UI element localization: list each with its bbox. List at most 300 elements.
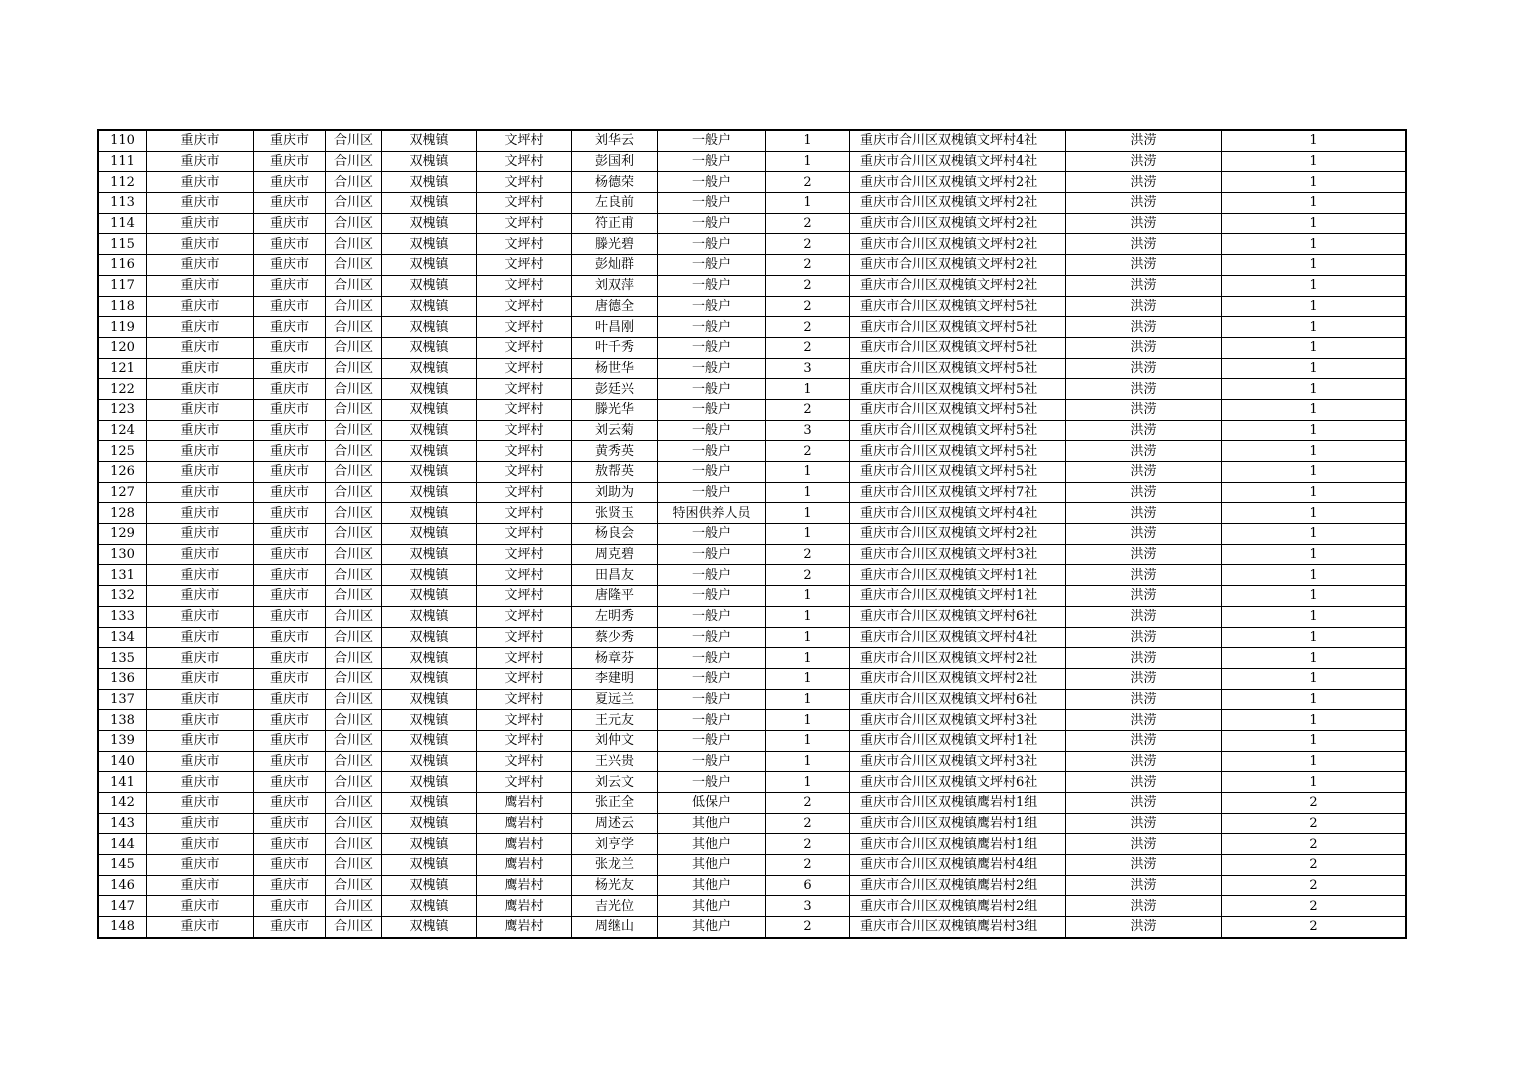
province-cell: 重庆市 — [147, 296, 254, 317]
name-cell: 叶昌刚 — [572, 317, 658, 338]
province-cell: 重庆市 — [147, 275, 254, 296]
town-cell: 双槐镇 — [382, 420, 477, 441]
people-count-cell: 1 — [766, 648, 850, 669]
table-row — [99, 441, 1406, 462]
household-type-cell: 一般户 — [658, 399, 766, 420]
province-cell: 重庆市 — [147, 689, 254, 710]
address-cell: 重庆市合川区双槐镇鹰岩村1组 — [850, 793, 1066, 814]
address-cell: 重庆市合川区双槐镇文坪村5社 — [850, 462, 1066, 483]
province-cell: 重庆市 — [147, 917, 254, 938]
people-count-cell: 1 — [766, 131, 850, 152]
city-cell: 重庆市 — [254, 503, 326, 524]
village-cell: 鹰岩村 — [477, 813, 572, 834]
row-number-cell: 140 — [99, 751, 147, 772]
disaster-type-cell: 洪涝 — [1066, 193, 1222, 214]
category-cell: 1 — [1222, 772, 1406, 793]
household-type-cell: 一般户 — [658, 648, 766, 669]
name-cell: 敖帮英 — [572, 462, 658, 483]
name-cell: 彭国利 — [572, 151, 658, 172]
district-cell: 合川区 — [326, 379, 382, 400]
town-cell: 双槐镇 — [382, 875, 477, 896]
province-cell: 重庆市 — [147, 358, 254, 379]
row-number-cell: 121 — [99, 358, 147, 379]
disaster-type-cell: 洪涝 — [1066, 482, 1222, 503]
name-cell: 刘云文 — [572, 772, 658, 793]
people-count-cell: 1 — [766, 730, 850, 751]
row-number-cell: 129 — [99, 524, 147, 545]
category-cell: 2 — [1222, 896, 1406, 917]
district-cell: 合川区 — [326, 234, 382, 255]
disaster-type-cell: 洪涝 — [1066, 896, 1222, 917]
village-cell: 文坪村 — [477, 131, 572, 152]
district-cell: 合川区 — [326, 441, 382, 462]
row-number-cell: 122 — [99, 379, 147, 400]
name-cell: 李建明 — [572, 668, 658, 689]
people-count-cell: 1 — [766, 193, 850, 214]
town-cell: 双槐镇 — [382, 255, 477, 276]
district-cell: 合川区 — [326, 751, 382, 772]
town-cell: 双槐镇 — [382, 379, 477, 400]
disaster-type-cell: 洪涝 — [1066, 668, 1222, 689]
people-count-cell: 2 — [766, 296, 850, 317]
category-cell: 2 — [1222, 834, 1406, 855]
district-cell: 合川区 — [326, 710, 382, 731]
province-cell: 重庆市 — [147, 151, 254, 172]
people-count-cell: 2 — [766, 255, 850, 276]
town-cell: 双槐镇 — [382, 793, 477, 814]
people-count-cell: 1 — [766, 689, 850, 710]
town-cell: 双槐镇 — [382, 855, 477, 876]
address-cell: 重庆市合川区双槐镇文坪村7社 — [850, 482, 1066, 503]
province-cell: 重庆市 — [147, 855, 254, 876]
row-number-cell: 136 — [99, 668, 147, 689]
province-cell: 重庆市 — [147, 627, 254, 648]
name-cell: 唐隆平 — [572, 586, 658, 607]
disaster-type-cell: 洪涝 — [1066, 730, 1222, 751]
household-type-cell: 低保户 — [658, 793, 766, 814]
category-cell: 1 — [1222, 420, 1406, 441]
category-cell: 1 — [1222, 379, 1406, 400]
district-cell: 合川区 — [326, 875, 382, 896]
village-cell: 鹰岩村 — [477, 793, 572, 814]
town-cell: 双槐镇 — [382, 193, 477, 214]
address-cell: 重庆市合川区双槐镇鹰岩村2组 — [850, 875, 1066, 896]
table-row — [99, 606, 1406, 627]
village-cell: 文坪村 — [477, 441, 572, 462]
name-cell: 唐德全 — [572, 296, 658, 317]
city-cell: 重庆市 — [254, 813, 326, 834]
district-cell: 合川区 — [326, 482, 382, 503]
disaster-type-cell: 洪涝 — [1066, 813, 1222, 834]
province-cell: 重庆市 — [147, 606, 254, 627]
town-cell: 双槐镇 — [382, 544, 477, 565]
row-number-cell: 126 — [99, 462, 147, 483]
address-cell: 重庆市合川区双槐镇文坪村2社 — [850, 524, 1066, 545]
table-row — [99, 855, 1406, 876]
household-type-cell: 一般户 — [658, 420, 766, 441]
household-type-cell: 一般户 — [658, 151, 766, 172]
name-cell: 周继山 — [572, 917, 658, 938]
household-type-cell: 一般户 — [658, 131, 766, 152]
table-row — [99, 358, 1406, 379]
address-cell: 重庆市合川区双槐镇文坪村1社 — [850, 730, 1066, 751]
table-row — [99, 482, 1406, 503]
people-count-cell: 1 — [766, 627, 850, 648]
row-number-cell: 120 — [99, 337, 147, 358]
district-cell: 合川区 — [326, 896, 382, 917]
disaster-type-cell: 洪涝 — [1066, 544, 1222, 565]
disaster-type-cell: 洪涝 — [1066, 255, 1222, 276]
district-cell: 合川区 — [326, 606, 382, 627]
city-cell: 重庆市 — [254, 462, 326, 483]
village-cell: 文坪村 — [477, 296, 572, 317]
district-cell: 合川区 — [326, 648, 382, 669]
row-number-cell: 124 — [99, 420, 147, 441]
table-row — [99, 710, 1406, 731]
people-count-cell: 2 — [766, 855, 850, 876]
village-cell: 文坪村 — [477, 544, 572, 565]
category-cell: 1 — [1222, 730, 1406, 751]
city-cell: 重庆市 — [254, 524, 326, 545]
category-cell: 1 — [1222, 172, 1406, 193]
address-cell: 重庆市合川区双槐镇文坪村1社 — [850, 586, 1066, 607]
village-cell: 文坪村 — [477, 275, 572, 296]
row-number-cell: 111 — [99, 151, 147, 172]
disaster-type-cell: 洪涝 — [1066, 875, 1222, 896]
household-type-cell: 一般户 — [658, 441, 766, 462]
district-cell: 合川区 — [326, 151, 382, 172]
province-cell: 重庆市 — [147, 813, 254, 834]
category-cell: 1 — [1222, 234, 1406, 255]
city-cell: 重庆市 — [254, 193, 326, 214]
village-cell: 文坪村 — [477, 524, 572, 545]
village-cell: 鹰岩村 — [477, 834, 572, 855]
people-count-cell: 1 — [766, 586, 850, 607]
address-cell: 重庆市合川区双槐镇文坪村2社 — [850, 275, 1066, 296]
disaster-type-cell: 洪涝 — [1066, 213, 1222, 234]
people-count-cell: 1 — [766, 606, 850, 627]
town-cell: 双槐镇 — [382, 503, 477, 524]
people-count-cell: 1 — [766, 503, 850, 524]
household-type-cell: 一般户 — [658, 296, 766, 317]
village-cell: 文坪村 — [477, 751, 572, 772]
village-cell: 文坪村 — [477, 772, 572, 793]
disaster-type-cell: 洪涝 — [1066, 296, 1222, 317]
disaster-type-cell: 洪涝 — [1066, 917, 1222, 938]
category-cell: 1 — [1222, 544, 1406, 565]
province-cell: 重庆市 — [147, 565, 254, 586]
city-cell: 重庆市 — [254, 606, 326, 627]
district-cell: 合川区 — [326, 462, 382, 483]
household-type-cell: 一般户 — [658, 730, 766, 751]
city-cell: 重庆市 — [254, 399, 326, 420]
province-cell: 重庆市 — [147, 255, 254, 276]
village-cell: 文坪村 — [477, 234, 572, 255]
category-cell: 1 — [1222, 524, 1406, 545]
row-number-cell: 115 — [99, 234, 147, 255]
district-cell: 合川区 — [326, 730, 382, 751]
household-type-cell: 一般户 — [658, 193, 766, 214]
town-cell: 双槐镇 — [382, 730, 477, 751]
district-cell: 合川区 — [326, 275, 382, 296]
district-cell: 合川区 — [326, 627, 382, 648]
row-number-cell: 123 — [99, 399, 147, 420]
town-cell: 双槐镇 — [382, 317, 477, 338]
row-number-cell: 144 — [99, 834, 147, 855]
province-cell: 重庆市 — [147, 234, 254, 255]
name-cell: 周克碧 — [572, 544, 658, 565]
table-row — [99, 420, 1406, 441]
category-cell: 2 — [1222, 875, 1406, 896]
address-cell: 重庆市合川区双槐镇鹰岩村1组 — [850, 834, 1066, 855]
village-cell: 鹰岩村 — [477, 875, 572, 896]
table-row — [99, 896, 1406, 917]
household-type-cell: 一般户 — [658, 275, 766, 296]
category-cell: 1 — [1222, 441, 1406, 462]
district-cell: 合川区 — [326, 565, 382, 586]
household-type-cell: 一般户 — [658, 544, 766, 565]
category-cell: 1 — [1222, 648, 1406, 669]
province-cell: 重庆市 — [147, 544, 254, 565]
address-cell: 重庆市合川区双槐镇文坪村5社 — [850, 441, 1066, 462]
name-cell: 刘仲文 — [572, 730, 658, 751]
address-cell: 重庆市合川区双槐镇文坪村4社 — [850, 131, 1066, 152]
table-row — [99, 586, 1406, 607]
table-row — [99, 234, 1406, 255]
town-cell: 双槐镇 — [382, 441, 477, 462]
household-type-cell: 一般户 — [658, 565, 766, 586]
name-cell: 刘云菊 — [572, 420, 658, 441]
town-cell: 双槐镇 — [382, 772, 477, 793]
category-cell: 1 — [1222, 668, 1406, 689]
name-cell: 王兴贵 — [572, 751, 658, 772]
people-count-cell: 3 — [766, 896, 850, 917]
village-cell: 文坪村 — [477, 648, 572, 669]
table-row — [99, 793, 1406, 814]
town-cell: 双槐镇 — [382, 399, 477, 420]
address-cell: 重庆市合川区双槐镇鹰岩村2组 — [850, 896, 1066, 917]
district-cell: 合川区 — [326, 689, 382, 710]
address-cell: 重庆市合川区双槐镇文坪村5社 — [850, 317, 1066, 338]
town-cell: 双槐镇 — [382, 234, 477, 255]
district-cell: 合川区 — [326, 213, 382, 234]
table-row — [99, 689, 1406, 710]
address-cell: 重庆市合川区双槐镇文坪村2社 — [850, 193, 1066, 214]
disaster-type-cell: 洪涝 — [1066, 524, 1222, 545]
district-cell: 合川区 — [326, 131, 382, 152]
row-number-cell: 137 — [99, 689, 147, 710]
district-cell: 合川区 — [326, 337, 382, 358]
village-cell: 文坪村 — [477, 710, 572, 731]
province-cell: 重庆市 — [147, 710, 254, 731]
address-cell: 重庆市合川区双槐镇文坪村4社 — [850, 503, 1066, 524]
city-cell: 重庆市 — [254, 689, 326, 710]
town-cell: 双槐镇 — [382, 834, 477, 855]
city-cell: 重庆市 — [254, 751, 326, 772]
address-cell: 重庆市合川区双槐镇文坪村2社 — [850, 234, 1066, 255]
town-cell: 双槐镇 — [382, 296, 477, 317]
people-count-cell: 2 — [766, 337, 850, 358]
household-type-cell: 其他户 — [658, 834, 766, 855]
disaster-type-cell: 洪涝 — [1066, 441, 1222, 462]
row-number-cell: 127 — [99, 482, 147, 503]
address-cell: 重庆市合川区双槐镇文坪村5社 — [850, 337, 1066, 358]
village-cell: 文坪村 — [477, 255, 572, 276]
province-cell: 重庆市 — [147, 772, 254, 793]
table-row — [99, 730, 1406, 751]
address-cell: 重庆市合川区双槐镇文坪村3社 — [850, 710, 1066, 731]
row-number-cell: 130 — [99, 544, 147, 565]
people-count-cell: 2 — [766, 213, 850, 234]
village-cell: 鹰岩村 — [477, 896, 572, 917]
table-row — [99, 337, 1406, 358]
row-number-cell: 112 — [99, 172, 147, 193]
people-count-cell: 2 — [766, 917, 850, 938]
village-cell: 文坪村 — [477, 193, 572, 214]
disaster-type-cell: 洪涝 — [1066, 751, 1222, 772]
district-cell: 合川区 — [326, 296, 382, 317]
name-cell: 田昌友 — [572, 565, 658, 586]
town-cell: 双槐镇 — [382, 689, 477, 710]
village-cell: 文坪村 — [477, 151, 572, 172]
table-row — [99, 544, 1406, 565]
address-cell: 重庆市合川区双槐镇文坪村2社 — [850, 255, 1066, 276]
table-row — [99, 151, 1406, 172]
category-cell: 1 — [1222, 689, 1406, 710]
row-number-cell: 139 — [99, 730, 147, 751]
city-cell: 重庆市 — [254, 896, 326, 917]
city-cell: 重庆市 — [254, 337, 326, 358]
table-row — [99, 813, 1406, 834]
province-cell: 重庆市 — [147, 213, 254, 234]
town-cell: 双槐镇 — [382, 275, 477, 296]
city-cell: 重庆市 — [254, 420, 326, 441]
disaster-type-cell: 洪涝 — [1066, 131, 1222, 152]
disaster-type-cell: 洪涝 — [1066, 855, 1222, 876]
district-cell: 合川区 — [326, 503, 382, 524]
address-cell: 重庆市合川区双槐镇鹰岩村4组 — [850, 855, 1066, 876]
row-number-cell: 142 — [99, 793, 147, 814]
address-cell: 重庆市合川区双槐镇文坪村5社 — [850, 420, 1066, 441]
province-cell: 重庆市 — [147, 751, 254, 772]
table-row — [99, 627, 1406, 648]
table-row — [99, 875, 1406, 896]
name-cell: 刘亨学 — [572, 834, 658, 855]
name-cell: 杨光友 — [572, 875, 658, 896]
province-cell: 重庆市 — [147, 668, 254, 689]
disaster-type-cell: 洪涝 — [1066, 834, 1222, 855]
province-cell: 重庆市 — [147, 875, 254, 896]
name-cell: 张贤玉 — [572, 503, 658, 524]
village-cell: 文坪村 — [477, 462, 572, 483]
row-number-cell: 135 — [99, 648, 147, 669]
household-type-cell: 一般户 — [658, 751, 766, 772]
people-count-cell: 1 — [766, 772, 850, 793]
address-cell: 重庆市合川区双槐镇文坪村5社 — [850, 296, 1066, 317]
people-count-cell: 1 — [766, 482, 850, 503]
household-type-cell: 一般户 — [658, 317, 766, 338]
household-type-cell: 其他户 — [658, 875, 766, 896]
disaster-type-cell: 洪涝 — [1066, 772, 1222, 793]
town-cell: 双槐镇 — [382, 896, 477, 917]
people-count-cell: 1 — [766, 379, 850, 400]
category-cell: 2 — [1222, 917, 1406, 938]
village-cell: 文坪村 — [477, 317, 572, 338]
address-cell: 重庆市合川区双槐镇文坪村3社 — [850, 544, 1066, 565]
city-cell: 重庆市 — [254, 296, 326, 317]
address-cell: 重庆市合川区双槐镇文坪村6社 — [850, 606, 1066, 627]
table-row — [99, 524, 1406, 545]
name-cell: 彭廷兴 — [572, 379, 658, 400]
category-cell: 1 — [1222, 627, 1406, 648]
category-cell: 1 — [1222, 751, 1406, 772]
household-type-cell: 一般户 — [658, 234, 766, 255]
district-cell: 合川区 — [326, 772, 382, 793]
district-cell: 合川区 — [326, 586, 382, 607]
village-cell: 文坪村 — [477, 668, 572, 689]
people-count-cell: 2 — [766, 565, 850, 586]
address-cell: 重庆市合川区双槐镇文坪村5社 — [850, 399, 1066, 420]
district-cell: 合川区 — [326, 524, 382, 545]
district-cell: 合川区 — [326, 855, 382, 876]
table-row — [99, 834, 1406, 855]
row-number-cell: 148 — [99, 917, 147, 938]
village-cell: 文坪村 — [477, 379, 572, 400]
district-cell: 合川区 — [326, 834, 382, 855]
disaster-type-cell: 洪涝 — [1066, 420, 1222, 441]
district-cell: 合川区 — [326, 358, 382, 379]
district-cell: 合川区 — [326, 255, 382, 276]
district-cell: 合川区 — [326, 793, 382, 814]
city-cell: 重庆市 — [254, 565, 326, 586]
town-cell: 双槐镇 — [382, 751, 477, 772]
city-cell: 重庆市 — [254, 255, 326, 276]
name-cell: 周述云 — [572, 813, 658, 834]
name-cell: 左良前 — [572, 193, 658, 214]
name-cell: 刘华云 — [572, 131, 658, 152]
name-cell: 王元友 — [572, 710, 658, 731]
province-cell: 重庆市 — [147, 730, 254, 751]
town-cell: 双槐镇 — [382, 172, 477, 193]
table-row — [99, 213, 1406, 234]
disaster-type-cell: 洪涝 — [1066, 379, 1222, 400]
table-row — [99, 379, 1406, 400]
people-count-cell: 6 — [766, 875, 850, 896]
village-cell: 文坪村 — [477, 337, 572, 358]
name-cell: 滕光华 — [572, 399, 658, 420]
name-cell: 蔡少秀 — [572, 627, 658, 648]
category-cell: 1 — [1222, 296, 1406, 317]
people-count-cell: 1 — [766, 668, 850, 689]
town-cell: 双槐镇 — [382, 668, 477, 689]
disaster-type-cell: 洪涝 — [1066, 793, 1222, 814]
disaster-type-cell: 洪涝 — [1066, 648, 1222, 669]
category-cell: 2 — [1222, 793, 1406, 814]
district-cell: 合川区 — [326, 544, 382, 565]
town-cell: 双槐镇 — [382, 606, 477, 627]
row-number-cell: 147 — [99, 896, 147, 917]
city-cell: 重庆市 — [254, 875, 326, 896]
disaster-type-cell: 洪涝 — [1066, 606, 1222, 627]
category-cell: 1 — [1222, 503, 1406, 524]
address-cell: 重庆市合川区双槐镇鹰岩村3组 — [850, 917, 1066, 938]
city-cell: 重庆市 — [254, 668, 326, 689]
province-cell: 重庆市 — [147, 462, 254, 483]
village-cell: 鹰岩村 — [477, 855, 572, 876]
address-cell: 重庆市合川区双槐镇文坪村2社 — [850, 648, 1066, 669]
table-row — [99, 668, 1406, 689]
people-count-cell: 1 — [766, 462, 850, 483]
